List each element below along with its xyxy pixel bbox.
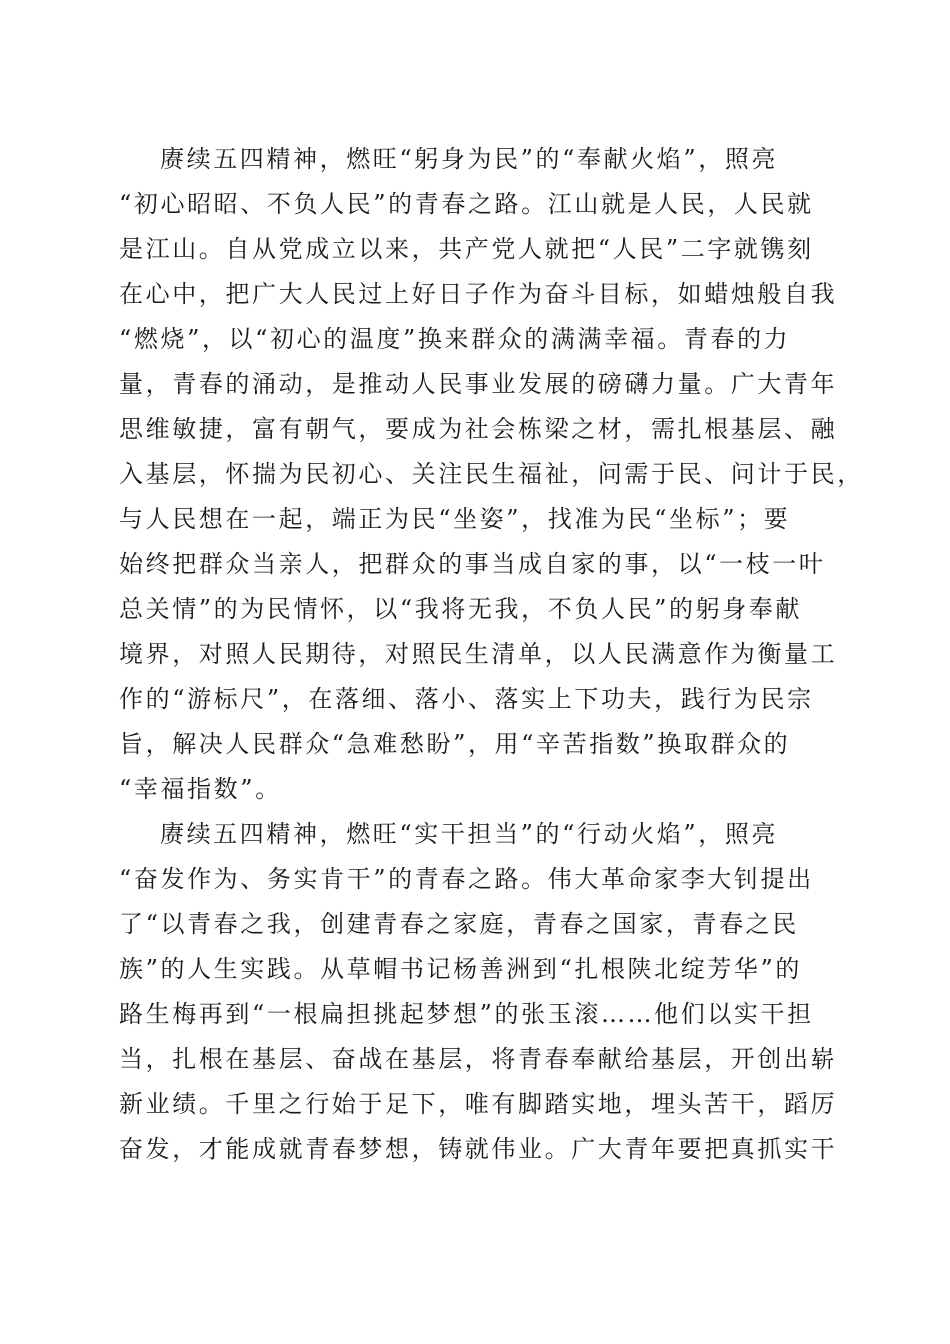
- text-line: 总关情”的为民情怀，以“我将无我，不负人民”的躬身奉献: [119, 595, 803, 623]
- text-line: 旨，解决人民群众“急难愁盼”，用“辛苦指数”换取群众的: [119, 730, 791, 758]
- text-line: 奋发，才能成就青春梦想，铸就伟业。广大青年要把真抓实干: [119, 1135, 838, 1163]
- text-line: 思维敏捷，富有朝气，要成为社会栋梁之材，需扎根基层、融: [119, 415, 838, 443]
- text-line: “幸福指数”。: [119, 775, 282, 803]
- text-line: 赓续五四精神，燃旺“躬身为民”的“奉献火焰”，照亮: [160, 145, 779, 173]
- text-line: 入基层，怀揣为民初心、关注民生福祉，问需于民、问计于民，: [119, 460, 864, 488]
- text-line: 作的“游标尺”，在落细、落小、落实上下功夫，践行为民宗: [119, 685, 814, 713]
- text-line: 了“以青春之我，创建青春之家庭，青春之国家，青春之民: [119, 910, 799, 938]
- text-line: 路生梅再到“一根扁担挑起梦想”的张玉滚……他们以实干担: [119, 1000, 814, 1028]
- text-line: 始终把群众当亲人，把群众的事当成自家的事，以“一枝一叶: [119, 550, 826, 578]
- text-line: “奋发作为、务实肯干”的青春之路。伟大革命家李大钊提出: [119, 865, 814, 893]
- text-line: 与人民想在一起，端正为民“坐姿”，找准为民“坐标”；要: [119, 505, 791, 533]
- text-line: “燃烧”，以“初心的温度”换来群众的满满幸福。青春的力: [119, 325, 791, 353]
- text-line: 境界，对照人民期待，对照民生清单，以人民满意作为衡量工: [119, 640, 838, 668]
- text-line: 是江山。自从党成立以来，共产党人就把“人民”二字就镌刻: [119, 235, 814, 263]
- text-line: 在心中，把广大人民过上好日子作为奋斗目标，如蜡烛般自我: [119, 280, 838, 308]
- text-line: 量，青春的涌动，是推动人民事业发展的磅礴力量。广大青年: [119, 370, 838, 398]
- text-line: 赓续五四精神，燃旺“实干担当”的“行动火焰”，照亮: [160, 820, 779, 848]
- text-line: 当，扎根在基层、奋战在基层，将青春奉献给基层，开创出崭: [119, 1045, 838, 1073]
- text-line: 族”的人生实践。从草帽书记杨善洲到“扎根陕北绽芳华”的: [119, 955, 803, 983]
- text-line: “初心昭昭、不负人民”的青春之路。江山就是人民，人民就: [119, 190, 814, 218]
- text-line: 新业绩。千里之行始于足下，唯有脚踏实地，埋头苦干，蹈厉: [119, 1090, 838, 1118]
